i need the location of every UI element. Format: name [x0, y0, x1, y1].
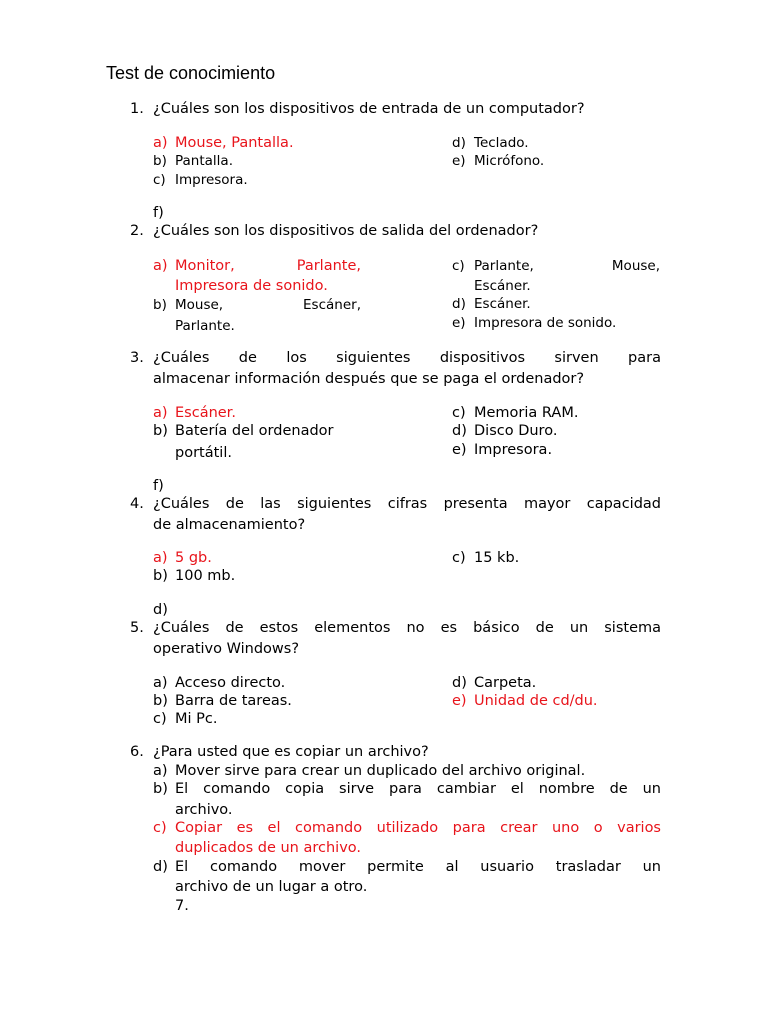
q3-option-f-label: f) [153, 478, 164, 494]
q3-word: dispositivos [439, 350, 526, 366]
q1-option-c-label: c) [153, 172, 166, 188]
q5-option-b-text: Barra de tareas. [175, 693, 292, 709]
q6-option-b-label: b) [153, 781, 168, 797]
q3-word: para [628, 350, 661, 366]
q1-option-a-label: a) [153, 135, 168, 151]
q2-option-a-word2: Parlante, [296, 258, 361, 274]
q1-option-a-text: Mouse, Pantalla. [175, 135, 294, 151]
q5-option-b-label: b) [153, 693, 168, 709]
q6-option-a-text: Mover sirve para crear un duplicado del archivo original. [175, 763, 586, 779]
q5-number: 5. [130, 620, 144, 636]
q1-number: 1. [130, 101, 144, 117]
q2-option-e-text: Impresora de sonido. [474, 315, 617, 331]
q5-option-c-label: c) [153, 711, 167, 727]
q1-option-c-text: Impresora. [175, 172, 248, 188]
q3-option-b-line1: Batería del ordenador [175, 423, 334, 439]
q3-word: los [286, 350, 307, 366]
q2-option-a-line1 [175, 257, 361, 276]
q6-option-d-line2: archivo de un lugar a otro. [175, 879, 368, 895]
q3-option-e-label: e) [452, 442, 467, 458]
q2-option-c-word2: Mouse, [611, 258, 660, 274]
next-question-number: 7. [175, 898, 189, 914]
q5-option-d-text: Carpeta. [474, 675, 537, 691]
q2-option-c-label: c) [452, 258, 465, 274]
q4-option-a-label: a) [153, 550, 168, 566]
q1-option-d-text: Teclado. [474, 135, 529, 151]
q6-option-c-line2: duplicados de un archivo. [175, 840, 362, 856]
q3-option-c-text: Memoria RAM. [474, 405, 579, 421]
q6-number: 6. [130, 744, 144, 760]
q2-number: 2. [130, 223, 144, 239]
q4-text-line1: ¿Cuáles de las siguientes cifras presenta mayor capacidad [153, 496, 661, 512]
q5-option-e-text: Unidad de cd/du. [474, 693, 598, 709]
q3-option-c-label: c) [452, 405, 466, 421]
q1-option-b-label: b) [153, 153, 167, 169]
q1-option-f-label: f) [153, 205, 164, 221]
q6-option-a-label: a) [153, 763, 168, 779]
q2-option-e-label: e) [452, 315, 466, 331]
q2-option-a-line2: Impresora de sonido. [175, 278, 328, 294]
q1-text: ¿Cuáles son los dispositivos de entrada de un computador? [153, 101, 585, 117]
q6-option-c-label: c) [153, 820, 167, 836]
q2-option-a-label: a) [153, 258, 168, 274]
q2-option-b-word2: Escáner, [303, 297, 361, 313]
q3-word: sirven [554, 350, 599, 366]
q3-option-d-label: d) [452, 423, 467, 439]
q2-option-d-text: Escáner. [474, 296, 531, 312]
q1-option-b-text: Pantalla. [175, 153, 233, 169]
q3-word: siguientes [336, 350, 411, 366]
q2-option-b-word1: Mouse, [175, 297, 224, 313]
q1-option-e-label: e) [452, 153, 466, 169]
q4-option-b-label: b) [153, 568, 168, 584]
q2-text: ¿Cuáles son los dispositivos de salida del ordenador? [153, 223, 539, 239]
q4-option-c-text: 15 kb. [474, 550, 520, 566]
q3-option-b-line2: portátil. [175, 445, 232, 461]
q5-option-a-text: Acceso directo. [175, 675, 286, 691]
q4-option-b-text: 100 mb. [175, 568, 236, 584]
q6-text: ¿Para usted que es copiar un archivo? [153, 744, 429, 760]
q6-option-d-label: d) [153, 859, 168, 875]
q1-option-d-label: d) [452, 135, 466, 151]
q4-option-a-text: 5 gb. [175, 550, 212, 566]
q3-text-line2: almacenar información después que se paga el ordenador? [153, 371, 585, 387]
q3-number: 3. [130, 350, 144, 366]
q2-option-b-label: b) [153, 297, 167, 313]
q5-option-c-text: Mi Pc. [175, 711, 218, 727]
q1-option-e-text: Micrófono. [474, 153, 545, 169]
q5-text-line1: ¿Cuáles de estos elementos no es básico de un sistema [153, 620, 661, 636]
q2-option-c-line2: Escáner. [474, 278, 531, 294]
q3-option-a-text: Escáner. [175, 405, 236, 421]
q3-option-b-label: b) [153, 423, 168, 439]
page-title: Test de conocimiento [106, 63, 276, 83]
q4-number: 4. [130, 496, 144, 512]
q2-option-c-line1 [474, 257, 660, 276]
q2-option-b-line2: Parlante. [175, 318, 235, 334]
q2-option-c-word1: Parlante, [474, 258, 534, 274]
q2-option-d-label: d) [452, 296, 466, 312]
q6-option-d-line1: El comando mover permite al usuario trasladar un [175, 859, 661, 875]
q4-option-d-label: d) [153, 602, 168, 618]
q2-option-b-line1 [175, 296, 361, 315]
q3-option-d-text: Disco Duro. [474, 423, 558, 439]
q6-option-c-line1: Copiar es el comando utilizado para crear uno o varios [175, 820, 661, 836]
q4-text-line2: de almacenamiento? [153, 517, 306, 533]
q4-option-c-label: c) [452, 550, 466, 566]
q2-option-a-word1: Monitor, [175, 258, 235, 274]
q3-text-line1 [153, 349, 661, 368]
q5-option-d-label: d) [452, 675, 467, 691]
q6-option-b-line2: archivo. [175, 802, 233, 818]
q5-option-e-label: e) [452, 693, 467, 709]
q3-word: ¿Cuáles [153, 350, 210, 366]
q3-word: de [238, 350, 257, 366]
q5-option-a-label: a) [153, 675, 168, 691]
q5-text-line2: operativo Windows? [153, 641, 300, 657]
q3-option-a-label: a) [153, 405, 168, 421]
q3-option-e-text: Impresora. [474, 442, 553, 458]
q6-option-b-line1: El comando copia sirve para cambiar el nombre de un [175, 781, 661, 797]
